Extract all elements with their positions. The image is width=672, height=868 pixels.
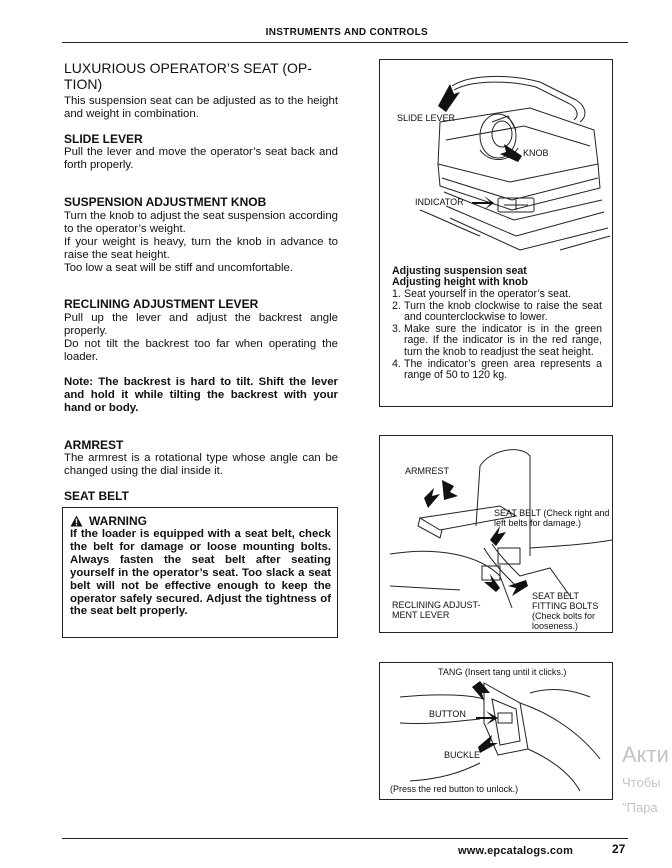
figure-buckle [379,662,613,800]
warning-icon [70,515,83,527]
label-armrest: ARMREST [405,466,450,476]
label-seat-belt: SEAT BELT (Check right and left belts for damage.) [494,508,610,528]
caption-title-2: Adjusting height with knob [392,276,528,288]
reclining-text-2: Do not tilt the backrest too far when operating the loader. [64,338,338,363]
activation-watermark-line1: Акти [622,742,669,767]
suspension-text-3: Too low a seat will be stiff and uncomfortable. [64,262,293,274]
figure-armrest-seatbelt [379,435,613,633]
warning-text: If the loader is equipped with a seat belt, check the belt for damage or loose mounting bolts. Always fasten the seat belt after seating yourself in the operator’s seat. Too slack a seat belt will not be effective enough to keep the operator safely secured. Adjust the tightness of the seat belt properly. [70,528,331,618]
suspension-text-1: Turn the knob to adjust the seat suspension according to the operator’s weight. [64,210,338,235]
section-title: LUXURIOUS OPERATOR’S SEAT (OP- TION) [64,60,312,92]
warning-title [70,514,331,528]
intro-text: This suspension seat can be adjusted as to the height and weight in combination. [64,95,338,120]
label-reclining-lever: RECLINING ADJUST- MENT LEVER [392,600,481,620]
activation-watermark-line2: Чтобы [622,775,661,790]
label-button: BUTTON [429,709,466,719]
suspension-heading: SUSPENSION ADJUSTMENT KNOB [64,195,267,209]
suspension-text-2: If your weight is heavy, turn the knob in advance to raise the seat height. [64,236,338,261]
buckle-illustration [380,663,612,799]
label-fitting-bolts: SEAT BELT FITTING BOLTS (Check bolts for looseness.) [532,591,599,631]
footer-rule [62,838,628,839]
page-number: 27 [612,842,626,856]
step-item: 3. Make sure the indicator is in the green rage. If the indicator is in the red range, turn the knob to readjust the seat height. [392,322,602,358]
reclining-note: Note: The backrest is hard to tilt. Shift the lever and hold it while tilting the backrest with your hand or body. [64,376,338,414]
caption-title-1: Adjusting suspension seat [392,265,527,277]
reclining-heading: RECLINING ADJUSTMENT LEVER [64,297,259,311]
slide-lever-heading: SLIDE LEVER [64,132,143,146]
activation-watermark-line3: "Пара [622,800,658,815]
step-item: 1. Seat yourself in the operator’s seat. [392,288,571,300]
page-header: INSTRUMENTS AND CONTROLS [265,27,428,38]
label-buckle: BUCKLE [444,750,481,760]
warning-title-text: WARNING [89,514,147,528]
armrest-heading: ARMREST [64,438,124,452]
label-indicator: INDICATOR [415,197,464,207]
seat-belt-heading: SEAT BELT [64,489,129,503]
caption-steps [392,289,602,382]
buckle-caption: (Press the red button to unlock.) [390,784,519,794]
step-item: 4. The indicator’s green area represents a range of 50 to 120 kg. [392,357,602,382]
label-slide-lever: SLIDE LEVER [397,113,456,123]
warning-box [62,507,338,638]
label-knob: KNOB [523,148,549,158]
slide-lever-text: Pull the lever and move the operator’s seat back and forth properly. [64,146,338,171]
label-tang: TANG (Insert tang until it clicks.) [438,667,567,677]
armrest-text: The armrest is a rotational type whose angle can be changed using the dial inside it. [64,452,338,477]
header-rule [62,42,628,43]
footer-url[interactable]: www.epcatalogs.com [458,845,574,857]
step-item: 2. Turn the knob clockwise to raise the seat and counterclockwise to lower. [392,299,602,324]
figure-suspension-seat [379,59,613,407]
reclining-text-1: Pull up the lever and adjust the backrest angle properly. [64,312,338,337]
seat-illustration [380,60,612,260]
